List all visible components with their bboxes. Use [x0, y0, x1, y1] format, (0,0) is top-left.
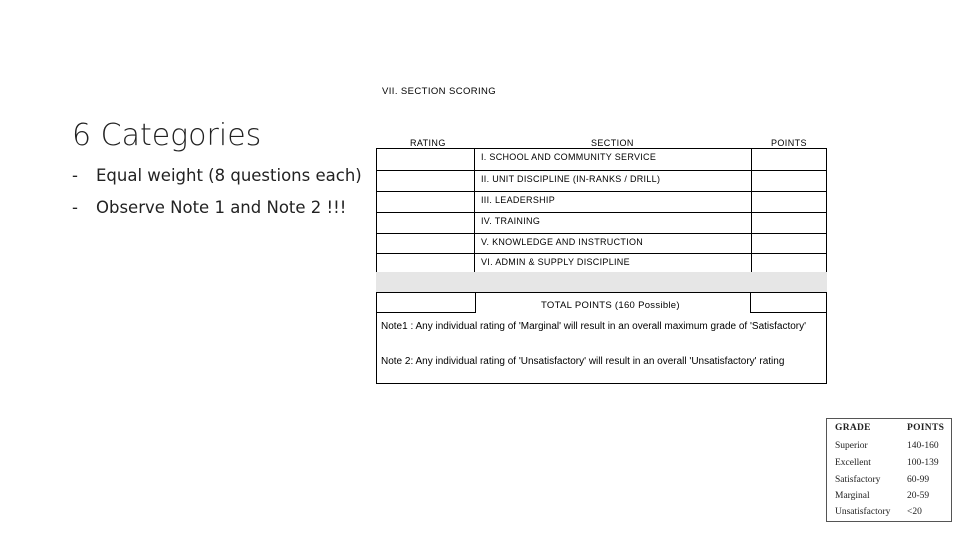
table-row	[377, 253, 826, 274]
points-header: POINTS	[907, 423, 945, 433]
scoring-table	[376, 148, 827, 272]
rating-cell[interactable]	[377, 234, 475, 254]
rating-cell[interactable]	[377, 192, 475, 212]
grade-header: GRADE	[835, 423, 871, 433]
slide-title: 6 Categories	[72, 118, 262, 153]
points-cell[interactable]	[751, 171, 826, 191]
shaded-separator	[376, 272, 827, 292]
table-row	[377, 233, 826, 254]
grade-name: Superior	[835, 441, 868, 451]
bullet-text: Equal weight (8 questions each)	[96, 166, 362, 185]
total-points-cell[interactable]	[750, 292, 827, 313]
bullet-item	[72, 198, 346, 217]
grade-points: 60-99	[907, 475, 930, 485]
points-header: POINTS	[771, 138, 807, 148]
bullet-dash: -	[72, 198, 78, 217]
rating-cell[interactable]	[377, 171, 475, 191]
bullet-dash: -	[72, 166, 78, 185]
points-cell[interactable]	[751, 149, 826, 170]
rating-cell[interactable]	[377, 213, 475, 233]
grade-points: 140-160	[907, 441, 939, 451]
section-header: SECTION	[591, 138, 634, 148]
note-1: Note1 : Any individual rating of 'Marginal' will result in an overall maximum grade of 'Satisfactory'	[381, 321, 807, 332]
grade-points: <20	[907, 507, 922, 517]
grade-name: Satisfactory	[835, 475, 881, 485]
rating-header: RATING	[410, 138, 446, 148]
grade-points: 100-139	[907, 458, 939, 468]
table-row	[377, 149, 826, 170]
table-row	[377, 191, 826, 212]
rating-cell[interactable]	[377, 149, 475, 170]
rating-cell[interactable]	[377, 254, 475, 274]
points-cell[interactable]	[751, 234, 826, 254]
bullet-item	[72, 166, 362, 185]
grade-points: 20-59	[907, 491, 930, 501]
total-points-label: TOTAL POINTS (160 Possible)	[541, 300, 680, 311]
table-row	[377, 212, 826, 233]
note-2: Note 2: Any individual rating of 'Unsatisfactory' will result in an overall 'Unsatisfactory' rating	[381, 356, 785, 367]
points-cell[interactable]	[751, 254, 826, 274]
section-label: III. LEADERSHIP	[481, 195, 556, 205]
points-cell[interactable]	[751, 192, 826, 212]
section-label: IV. TRAINING	[481, 216, 541, 226]
section-label: II. UNIT DISCIPLINE (IN-RANKS / DRILL)	[481, 174, 661, 184]
section-label: VI. ADMIN & SUPPLY DISCIPLINE	[481, 257, 630, 267]
points-cell[interactable]	[751, 213, 826, 233]
grade-name: Excellent	[835, 458, 871, 468]
bullet-text: Observe Note 1 and Note 2 !!!	[96, 198, 347, 217]
section-label: V. KNOWLEDGE AND INSTRUCTION	[481, 237, 644, 247]
table-row	[377, 170, 826, 191]
total-rating-cell[interactable]	[376, 292, 476, 313]
section-scoring-title: VII. SECTION SCORING	[382, 86, 497, 97]
grade-name: Marginal	[835, 491, 870, 501]
grade-name: Unsatisfactory	[835, 507, 891, 517]
grade-table	[826, 418, 952, 522]
section-label: I. SCHOOL AND COMMUNITY SERVICE	[481, 152, 657, 162]
